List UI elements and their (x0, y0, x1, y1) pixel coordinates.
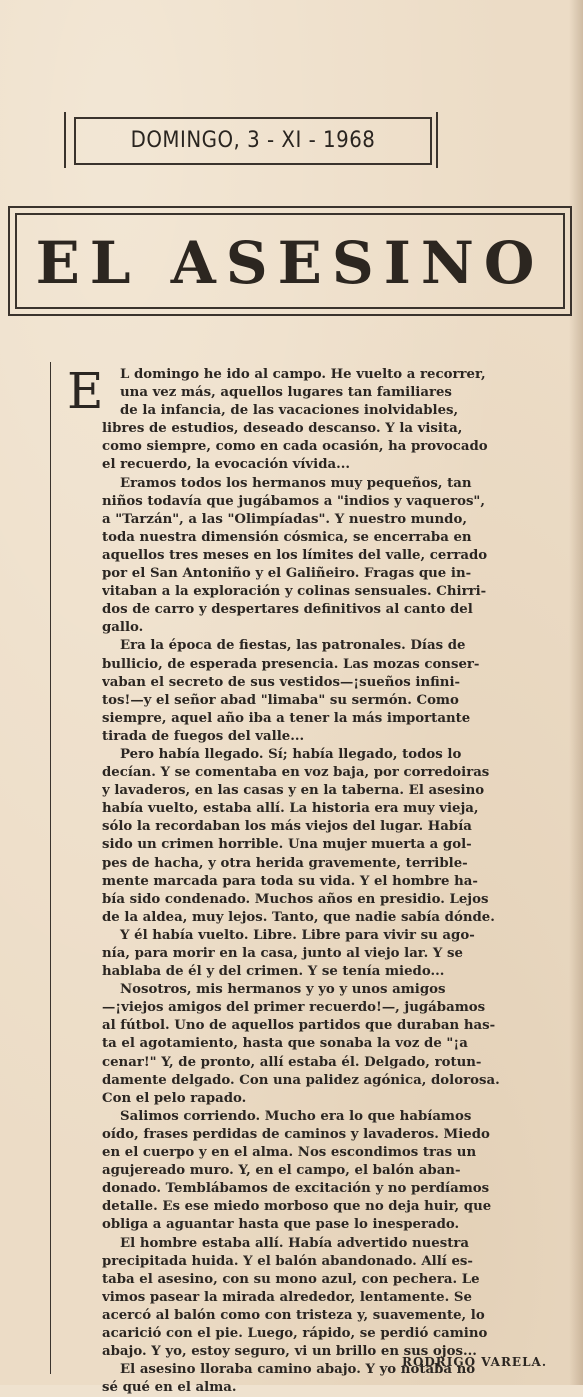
article-line: aquellos tres meses en los límites del valle, cerrado (102, 547, 488, 563)
article-line: sido un crimen horrible. Una mujer muerta a gol- (102, 837, 472, 853)
article-line: en el cuerpo y en el alma. Nos escondimos tras un (102, 1145, 477, 1161)
article-line: libres de estudios, deseado descanso. Y la visita, (102, 421, 463, 437)
article-line: taba el asesino, con su mono azul, con pechera. Le (102, 1271, 480, 1287)
article-line: gallo. (102, 620, 144, 636)
article-line: nía, para morir en la casa, junto al viejo lar. Y se (102, 946, 463, 961)
drop-cap: E (67, 362, 104, 420)
article-line: Era la época de fiestas, las patronales. Días de (120, 638, 466, 654)
article-line: vaban el secreto de sus vestidos—¡sueños infini- (102, 674, 461, 690)
column-rule (50, 362, 51, 1374)
author-signature: RODRIGO VARELA. (401, 1355, 547, 1369)
article-line: vitaban a la exploración y colinas sensuales. Chirri- (102, 584, 487, 600)
publication-date: DOMINGO, 3 - XI - 1968 (130, 128, 376, 153)
article-line: cenar!" Y, de pronto, allí estaba él. Delgado, rotun- (102, 1054, 482, 1070)
article-line: al fútbol. Uno de aquellos partidos que duraban has- (102, 1018, 496, 1034)
article-line: siempre, aquel año iba a tener la más importante (102, 710, 471, 726)
article-line: sé qué en el alma. (102, 1380, 237, 1396)
article-line: mente marcada para toda su vida. Y el hombre ha- (102, 873, 478, 889)
article-line: El hombre estaba allí. Había advertido nuestra (120, 1235, 469, 1251)
article-line: por el San Antoniño y el Galiñeiro. Fragas que in- (102, 566, 472, 582)
article-line: El asesino lloraba camino abajo. Y yo notaba no (120, 1362, 476, 1378)
article-line: donado. Temblábamos de excitación y no perdíamos (102, 1181, 490, 1197)
article-line: damente delgado. Con una palidez agónica, dolorosa. (102, 1072, 500, 1088)
headline-box-inner-frame (15, 213, 565, 309)
article-line: y lavaderos, en las casas y en la taberna. El asesino (102, 783, 485, 799)
article-line: obliga a aguantar hasta que pase lo inesperado. (102, 1217, 460, 1233)
article-body (67, 362, 565, 1397)
article-line: agujereado muro. Y, en el campo, el balón aban- (102, 1163, 461, 1179)
article-line: bullicio, de esperada presencia. Las mozas conser- (102, 656, 480, 672)
article-line: precipitada huida. Y el balón abandonado. Allí es- (102, 1253, 473, 1269)
article-line: acarició con el pie. Luego, rápido, se perdió camino (102, 1325, 488, 1341)
article-line: una vez más, aquellos lugares tan familiares (120, 385, 452, 401)
article-line: ta el agotamiento, hasta que sonaba la voz de "¡a (102, 1036, 468, 1052)
article-line: de la aldea, muy lejos. Tanto, que nadie sabía dónde. (102, 909, 495, 925)
headline-box (8, 206, 572, 316)
article-line: sólo la recordaban los más viejos del lugar. Había (102, 819, 472, 835)
headline: EL ASESINO (35, 229, 545, 297)
date-box-inner-frame (74, 117, 432, 165)
article-line: Nosotros, mis hermanos y yo y unos amigos (120, 982, 446, 998)
article-line: detalle. Es ese miedo morboso que no deja huir, que (102, 1199, 492, 1215)
article-line: de la infancia, de las vacaciones inolvidables, (120, 403, 459, 419)
article-line: Con el pelo rapado. (102, 1090, 247, 1106)
article-line: decían. Y se comentaba en voz baja, por corredoiras (102, 765, 490, 781)
article-line: abajo. Y yo, estoy seguro, vi un brillo en sus ojos... (102, 1344, 477, 1360)
article-line: a "Tarzán", a las "Olimpíadas". Y nuestro mundo, (102, 511, 467, 527)
article-line: vimos pasear la mirada alrededor, lentamente. Se (102, 1289, 472, 1305)
date-box (64, 112, 438, 168)
article-line: había vuelto, estaba allí. La historia era muy vieja, (102, 801, 479, 817)
article-line: L domingo he ido al campo. He vuelto a recorrer, (120, 367, 486, 382)
article-line: acercó al balón como con tristeza y, suavemente, lo (102, 1307, 485, 1323)
article-line: tos!—y el señor abad "limaba" su sermón. Como (102, 692, 459, 708)
article-line: oído, frases perdidas de caminos y lavaderos. Miedo (102, 1126, 490, 1142)
article-line: el recuerdo, la evocación vívida... (102, 457, 350, 473)
article-line: tirada de fuegos del valle... (102, 728, 305, 744)
article-line: Pero había llegado. Sí; había llegado, todos lo (120, 746, 462, 762)
article-line: Y él había vuelto. Libre. Libre para vivir su ago- (120, 927, 475, 943)
article-line: toda nuestra dimensión cósmica, se encerraba en (102, 529, 472, 545)
article-line: como siempre, como en cada ocasión, ha provocado (102, 439, 488, 455)
article-line: dos de carro y despertares definitivos al canto del (102, 602, 473, 618)
article-line: Salimos corriendo. Mucho era lo que habíamos (120, 1108, 472, 1124)
article-line: bía sido condenado. Muchos años en presidio. Lejos (102, 891, 489, 907)
article-line: Eramos todos los hermanos muy pequeños, tan (120, 475, 472, 491)
article-line: pes de hacha, y otra herida gravemente, terrible- (102, 855, 468, 871)
article-line: niños todavía que jugábamos a "indios y vaqueros", (102, 493, 485, 509)
article-line: hablaba de él y del crimen. Y se tenía miedo... (102, 964, 445, 980)
article-line: —¡viejos amigos del primer recuerdo!—, jugábamos (102, 1000, 486, 1016)
